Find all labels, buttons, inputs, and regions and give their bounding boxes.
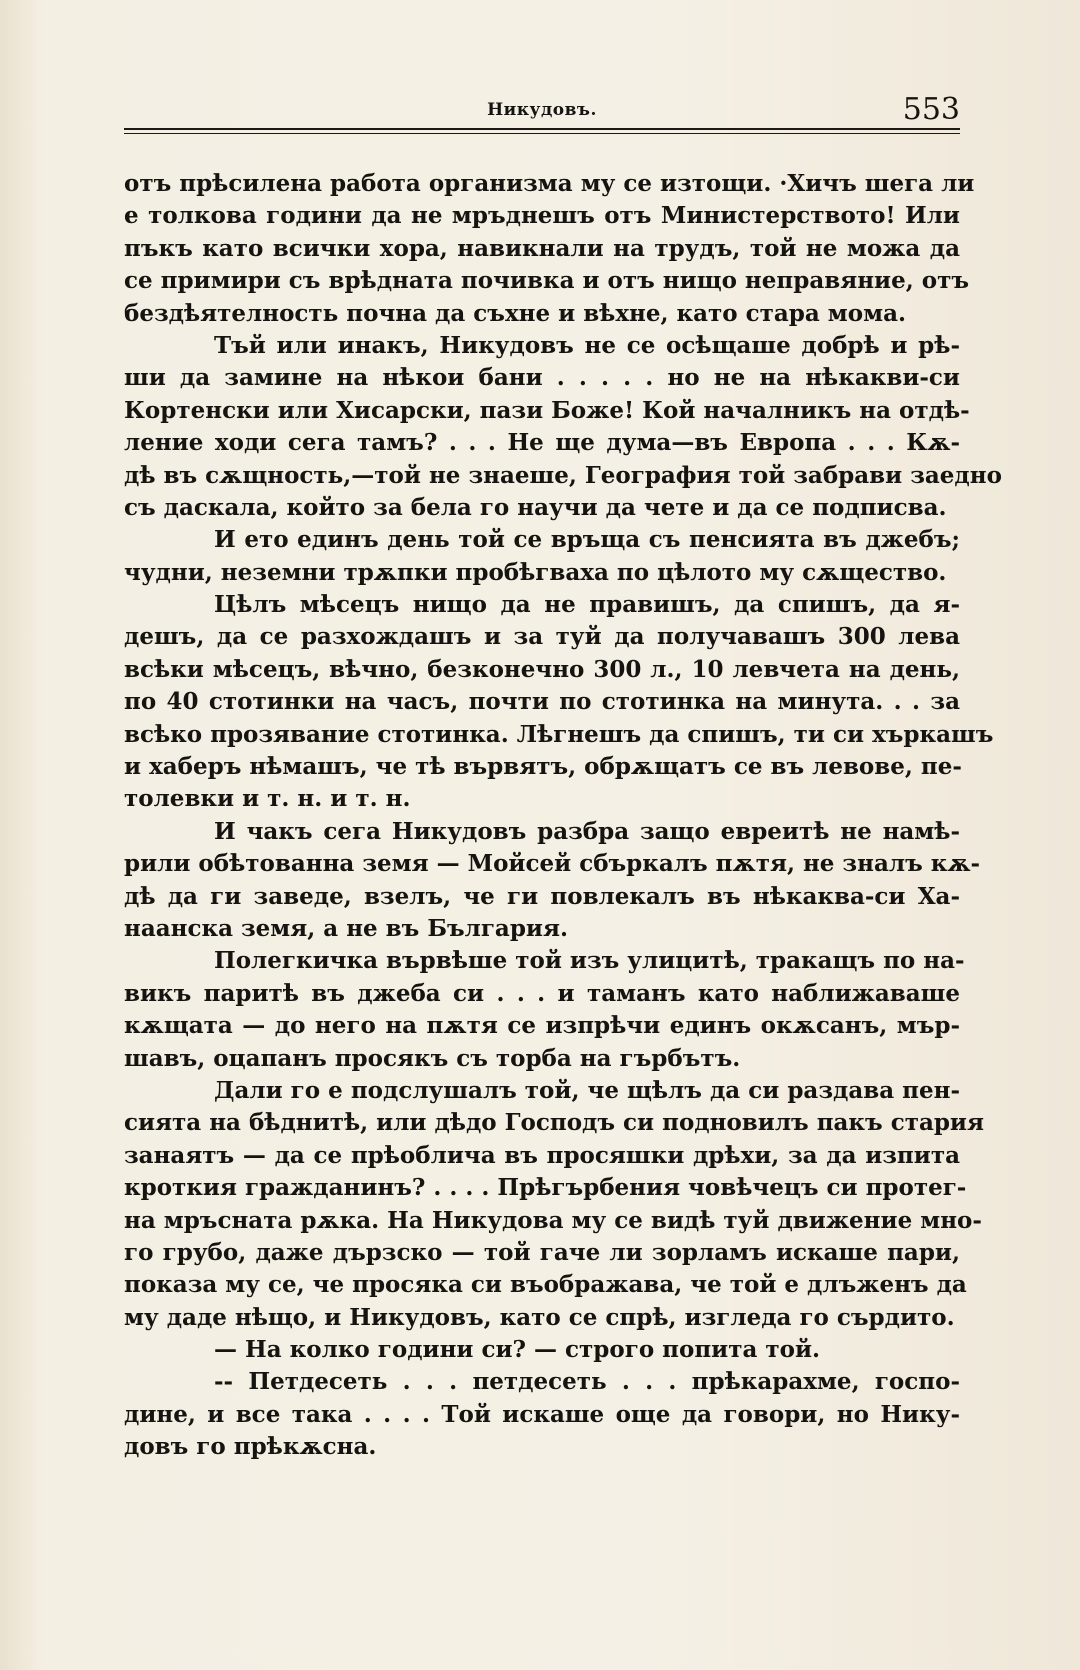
text-line: го грубо, даже дързско — той гаче ли зорламъ искаше пари, [124, 1238, 960, 1266]
text-line: всѣки мѣсецъ, вѣчно, безконечно 300 л., 10 левчета на день, [124, 655, 960, 683]
text-line: дѣ да ги заведе, взелъ, че ги повлекалъ въ нѣкаква-си Ха- [124, 882, 960, 910]
text-line: ление ходи сега тамъ? . . . Не ще дума—въ Европа . . . Кѫ- [124, 429, 960, 457]
text-line: дѣ въ сѫщность,—той не знаеше, География той забрави заедно [124, 461, 1002, 489]
text-line: наанска земя, а не въ България. [124, 914, 568, 942]
text-line: съ даскала, който за бела го научи да чете и да се подписва. [124, 493, 947, 521]
page-number: 553 [902, 92, 960, 127]
text-line: И чакъ сега Никудовъ разбра защо евреитѣ не намѣ- [214, 817, 960, 845]
running-title: Никудовъ. [487, 100, 597, 120]
text-line: отъ прѣсилена работа организма му се изтощи. ·Хичъ шега ли [124, 170, 975, 197]
page-header [124, 92, 960, 132]
text-line: му даде нѣщо, и Никудовъ, като се спрѣ, изгледа го сърдито. [124, 1303, 955, 1331]
text-line: се примири съ врѣдната почивка и отъ нищо неправяние, отъ [124, 267, 969, 295]
text-line: Дали го е подслушалъ той, че щѣлъ да си раздава пен- [214, 1076, 960, 1104]
text-line: показа му се, че просяка си въображава, че той е длъженъ да [124, 1271, 967, 1299]
text-line: кроткия гражданинъ? . . . . Прѣгърбения човѣчецъ си протег- [124, 1174, 967, 1202]
text-line: занаятъ — да се прѣоблича въ просяшки дрѣхи, за да изпита [124, 1141, 960, 1169]
text-line: толевки и т. н. и т. н. [124, 785, 411, 813]
text-line: бездѣятелность почна да съхне и вѣхне, като стара мома. [124, 299, 907, 327]
text-line: и хаберъ нѣмашъ, че тѣ вървятъ, обрѫщатъ се въ левове, пе- [124, 753, 962, 781]
text-line: — На колко години си? — строго попита той. [214, 1336, 821, 1364]
text-line: по 40 стотинки на часъ, почти по стотинка на минута. . . за [124, 688, 960, 716]
text-line: дине, и все така . . . . Той искаше още да говори, но Нику- [124, 1400, 960, 1428]
body-text [124, 168, 1002, 1464]
text-line: Кортенски или Хисарски, пази Боже! Кой началникъ на отдѣ- [124, 396, 970, 424]
text-line: Тъй или инакъ, Никудовъ не се осѣщаше добрѣ и рѣ- [214, 331, 960, 359]
text-line: чудни, неземни трѫпки пробѣгваха по цѣлото му сѫщество. [124, 558, 947, 586]
text-line: -- Петдесеть . . . петдесеть . . . прѣкарахме, госпо- [214, 1368, 960, 1396]
text-line: на мръсната рѫка. На Никудова му се видѣ туй движение мно- [124, 1206, 982, 1234]
text-line: кѫщата — до него на пѫтя се изпрѣчи единъ окѫсанъ, мър- [124, 1012, 960, 1040]
text-line: викъ паритѣ въ джеба си . . . и таманъ като наближаваше [124, 979, 960, 1007]
header-rule-thin [124, 133, 960, 134]
text-line: рили обѣтованна земя — Мойсей сбъркалъ пѫтя, не зналъ кѫ- [124, 850, 981, 878]
header-rule [124, 128, 960, 130]
text-line: е толкова години да не мръднешъ отъ Министерството! Или [124, 202, 960, 230]
text-line: сията на бѣднитѣ, или дѣдо Господъ си подновилъ пакъ стария [124, 1109, 984, 1137]
text-line: ши да замине на нѣкои бани . . . . . но не на нѣкакви-си [124, 364, 960, 392]
text-line: Полегкичка вървѣше той изъ улицитѣ, тракащъ по на- [214, 947, 965, 975]
text-line: Цѣлъ мѣсецъ нищо да не правишъ, да спишъ, да я- [214, 591, 960, 619]
text-line: довъ го прѣкѫсна. [124, 1433, 377, 1461]
text-line: пъкъ като всички хора, навикнали на трудъ, той не можа да [124, 234, 960, 262]
text-line: И ето единъ день той се връща съ пенсията въ джебъ; [214, 526, 960, 554]
text-line: дешъ, да се разхождашъ и за туй да получавашъ 300 лева [124, 623, 960, 651]
text-line: всѣко прозявание стотинка. Лѣгнешъ да спишъ, ти си хъркашъ [124, 720, 994, 748]
text-line: шавъ, оцапанъ просякъ съ торба на гърбътъ. [124, 1044, 741, 1072]
